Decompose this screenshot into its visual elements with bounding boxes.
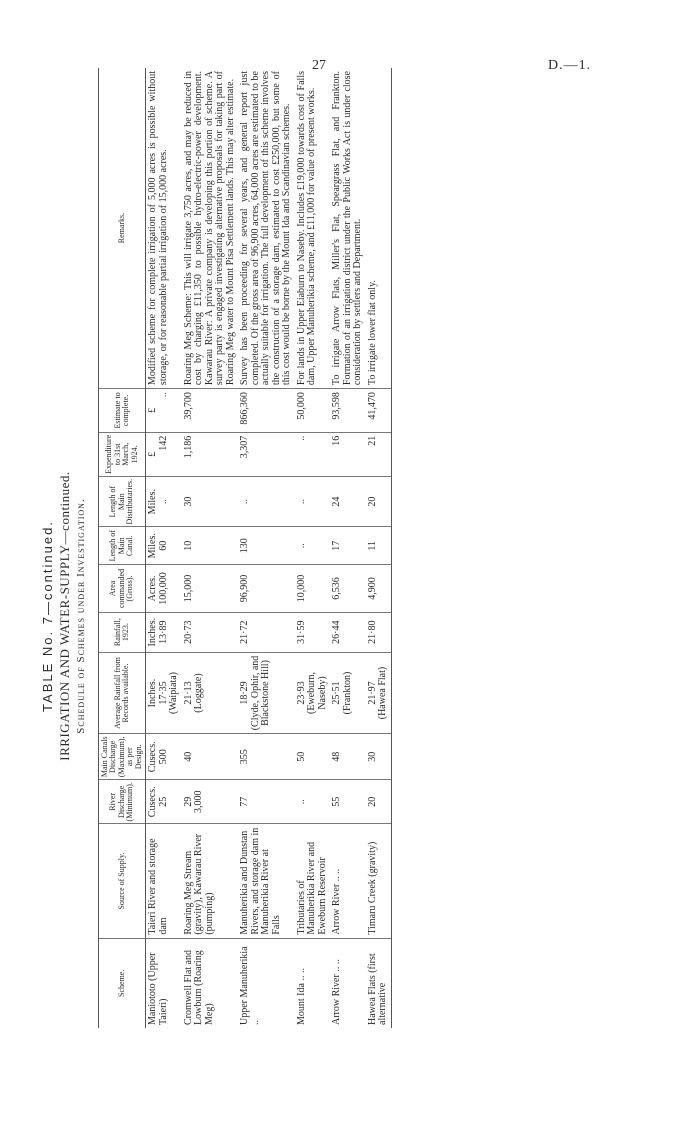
cell-length-main <box>295 527 331 565</box>
table-main-title: IRRIGATION AND WATER-SUPPLY—continued. <box>57 471 72 761</box>
cell-source <box>366 824 392 938</box>
unit-label: Miles. <box>147 533 158 559</box>
cell-value: 39,700 <box>182 392 194 420</box>
cell-length-main <box>238 527 295 565</box>
cell-avg-rainfall <box>295 652 331 734</box>
cell-value: 50,000 <box>295 392 307 420</box>
cell-expenditure <box>366 432 392 476</box>
cell-value: To irrigate lower flat only. <box>366 280 378 386</box>
cell-value: .. <box>295 543 307 549</box>
cell-value: Cromwell Flat and Lowburn (Roaring Meg) <box>182 950 215 1025</box>
cell-value: Upper Manuherikia .. <box>239 946 261 1025</box>
cell-source <box>330 824 366 938</box>
unit-label: Cusecs. <box>147 741 158 773</box>
cell-rainfall-1923 <box>295 612 331 652</box>
cell-length-dist <box>330 476 366 527</box>
cell-value: 55 <box>331 796 342 807</box>
table-number-title: TABLE No. 7—continued. <box>40 520 55 712</box>
cell-estimate <box>182 389 239 433</box>
table-row <box>182 68 239 1028</box>
cell-main-canals <box>330 734 366 780</box>
rainfall-location: (Frankton) <box>341 671 353 715</box>
schemes-table <box>98 68 392 1028</box>
cell-value: 130 <box>239 538 250 554</box>
cell-rainfall-1923 <box>238 612 295 652</box>
cell-length-dist <box>295 476 331 527</box>
cell-length-dist <box>182 476 239 527</box>
cell-river-discharge <box>146 780 182 824</box>
cell-value: Timaru Creek (gravity) <box>366 841 378 935</box>
cell-value: .. <box>239 499 250 505</box>
header-main-canals: Main Canals Discharge (Maximum), as per Design. <box>99 734 146 780</box>
table-row <box>238 68 295 1028</box>
cell-value: Tributaries of Manuherikia River and Eweburn Reservoir <box>295 841 328 935</box>
table-row <box>146 68 182 1028</box>
cell-value: 17·35 <box>157 681 169 705</box>
cell-value: Arrow River .. .. <box>331 868 342 935</box>
cell-length-main <box>366 527 392 565</box>
cell-value: Mount Ida .. .. <box>295 968 307 1025</box>
cell-main-canals <box>366 734 392 780</box>
cell-expenditure <box>146 432 182 476</box>
cell-value: Roaring Meg Scheme: This will irrigate 3,750 acres, and may be reduced in cost by charging £11,350 to possible hydro-electric-power development. Kawarau River: A private company is developing this portion of scheme. A survey party is engaged investigating alternative proposals for taking part of Roaring Meg water to Mount Pisa Settlement lands. This may alter estimate. <box>182 71 236 386</box>
cell-value: 13·89 <box>157 620 169 644</box>
cell-value: 20 <box>366 496 378 507</box>
cell-area <box>295 565 331 613</box>
cell-avg-rainfall <box>330 652 366 734</box>
cell-value: Taieri River and storage dam <box>147 838 169 935</box>
header-length-distributaries: Length of Main Distributaries. <box>99 476 146 527</box>
cell-value: 1,186 <box>182 435 194 459</box>
cell-value: 100,000 <box>157 572 169 605</box>
rainfall-location: (Hawea Flat) <box>377 666 388 720</box>
table-row <box>330 68 366 1028</box>
cell-value: 25 <box>157 796 169 807</box>
header-source: Source of Supply. <box>99 824 146 938</box>
cell-scheme <box>330 938 366 1028</box>
cell-rainfall-1923 <box>330 612 366 652</box>
cell-source <box>182 824 239 938</box>
cell-rainfall-1923 <box>146 612 182 652</box>
cell-avg-rainfall <box>146 652 182 734</box>
cell-area <box>146 565 182 613</box>
cell-main-canals <box>295 734 331 780</box>
header-avg-rainfall: Average Rainfall from Records available. <box>99 652 146 734</box>
unit-label: Inches. <box>147 617 158 647</box>
cell-value: 17 <box>331 540 342 551</box>
cell-river-discharge <box>182 780 239 824</box>
cell-value: .. <box>295 799 307 805</box>
cell-avg-rainfall <box>366 652 392 734</box>
table-subtitle: Schedule of Schemes under Investigation. <box>75 498 87 734</box>
cell-value: Arrow River .. .. <box>331 959 342 1025</box>
cell-value: 21·13 <box>182 681 194 705</box>
cell-value: 500 <box>157 749 169 765</box>
cell-value: 26·44 <box>331 620 342 644</box>
rainfall-location: (Loggate) <box>193 673 204 713</box>
cell-scheme <box>146 938 182 1028</box>
header-area: Area commanded (Gross). <box>99 565 146 613</box>
cell-value: 10 <box>182 540 194 551</box>
cell-river-discharge <box>295 780 331 824</box>
header-rainfall-1923: Rainfall, 1923. <box>99 612 146 652</box>
cell-value: 142 <box>157 435 169 451</box>
unit-label: Miles. <box>147 489 158 515</box>
cell-value: 21·97 <box>366 681 378 705</box>
unit-label: £ <box>147 451 158 457</box>
cell-value: 77 <box>239 796 250 807</box>
cell-value: 48 <box>331 751 342 762</box>
cell-value: 10,000 <box>295 574 307 603</box>
cell-main-canals <box>182 734 239 780</box>
cell-expenditure <box>295 432 331 476</box>
cell-value: 60 <box>157 540 169 551</box>
cell-scheme <box>182 938 239 1028</box>
cell-avg-rainfall <box>238 652 295 734</box>
cell-value: 21·80 <box>366 620 378 644</box>
header-estimate: Estimate to complete. <box>99 389 146 433</box>
cell-source <box>238 824 295 938</box>
cell-value: 31·59 <box>295 620 307 644</box>
cell-value: Survey has been proceeding for several years, and general report just completed. Of the gross area of 96,900 acres, 64,000 acres are estimated to be actually suitable for irrigation. The full development of this scheme involves the construction of a storage dam, estimated to cost £250,000, but some of this cost would be borne by the Mount Ida and Scandinavian schemes. <box>239 71 292 386</box>
unit-label: Cusecs. <box>147 786 158 818</box>
cell-scheme <box>295 938 331 1028</box>
cell-area <box>330 565 366 613</box>
cell-value: 20 <box>366 796 378 807</box>
cell-value: 18·29 <box>239 681 250 705</box>
cell-main-canals <box>238 734 295 780</box>
cell-estimate <box>295 389 331 433</box>
header-river-discharge: River Discharge (Minimum). <box>99 780 146 824</box>
table-row <box>295 68 331 1028</box>
cell-expenditure <box>238 432 295 476</box>
cell-remarks <box>366 68 392 389</box>
cell-length-main <box>330 527 366 565</box>
cell-value: 866,360 <box>239 392 250 425</box>
unit-label: Inches. <box>147 678 158 708</box>
cell-river-discharge <box>238 780 295 824</box>
cell-estimate <box>366 389 392 433</box>
table-row <box>366 68 392 1028</box>
cell-value: .. <box>295 499 307 505</box>
unit-label: Acres. <box>147 575 158 602</box>
rainfall-location: (Eweburn, Naseby) <box>306 672 328 714</box>
cell-value: 93,598 <box>331 392 342 420</box>
cell-remarks <box>330 68 366 389</box>
cell-value: Maniototo (Upper Taieri) <box>147 952 169 1025</box>
cell-area <box>182 565 239 613</box>
cell-main-canals <box>146 734 182 780</box>
cell-value: .. <box>157 392 169 398</box>
cell-value: 20·73 <box>182 620 194 644</box>
cell-area <box>238 565 295 613</box>
cell-value: 96,900 <box>239 574 250 603</box>
header-expenditure: Expenditure to 31st March, 1924. <box>99 432 146 476</box>
cell-value: Modified scheme for complete irrigation of 5,000 acres is possible without storage, or for reasonable partial irrigation of 15,000 acres. <box>147 71 169 386</box>
unit-label: £ <box>147 407 158 413</box>
cell-value: Hawea Flats (first alternative <box>366 953 388 1025</box>
cell-value: 4,900 <box>366 577 378 600</box>
cell-value: .. <box>295 435 307 441</box>
cell-value: 11 <box>366 540 378 551</box>
cell-avg-rainfall <box>182 652 239 734</box>
cell-value: 29 3,000 <box>182 790 204 814</box>
cell-estimate <box>238 389 295 433</box>
cell-source <box>146 824 182 938</box>
cell-value: 30 <box>366 751 378 762</box>
cell-value: 15,000 <box>182 574 194 603</box>
rainfall-location: (Clyde, Ophir, and Blackstone Hill) <box>249 655 271 731</box>
cell-river-discharge <box>330 780 366 824</box>
cell-length-main <box>146 527 182 565</box>
cell-remarks <box>238 68 295 389</box>
cell-length-dist <box>146 476 182 527</box>
cell-rainfall-1923 <box>182 612 239 652</box>
header-length-main-canal: Length of Main Canal. <box>99 527 146 565</box>
cell-value: 50 <box>295 751 307 762</box>
cell-estimate <box>330 389 366 433</box>
cell-river-discharge <box>366 780 392 824</box>
header-row <box>99 68 146 1028</box>
rainfall-location: (Waipiata) <box>168 672 179 714</box>
cell-value: To irrigate Arrow Flats, Miller's Flat, Speargrass Flat, and Frankton. Formation of an irrigation district under the Public Works Act is under close consideration by settlers and Department. <box>331 71 363 386</box>
cell-value: 21·72 <box>239 620 250 644</box>
header-scheme: Scheme. <box>99 938 146 1028</box>
page-reference: D.—1. <box>548 58 592 73</box>
cell-value: 6,536 <box>331 577 342 600</box>
cell-value: 21 <box>366 435 378 446</box>
cell-value: Manuherikia and Dunstan Rivers, and storage dam in Manuherikia River at Falls <box>239 827 282 935</box>
cell-estimate <box>146 389 182 433</box>
cell-expenditure <box>330 432 366 476</box>
table-body <box>146 68 392 1028</box>
header-remarks: Remarks. <box>99 68 146 389</box>
cell-value: 24 <box>331 496 342 507</box>
cell-value: Roaring Meg Stream (gravity), Kawarau River (pumping) <box>182 833 215 935</box>
cell-scheme <box>366 938 392 1028</box>
cell-length-main <box>182 527 239 565</box>
cell-value: 40 <box>182 751 194 762</box>
cell-remarks <box>182 68 239 389</box>
cell-length-dist <box>238 476 295 527</box>
cell-value: 41,470 <box>366 392 378 420</box>
cell-value: 30 <box>182 496 194 507</box>
cell-source <box>295 824 331 938</box>
cell-length-dist <box>366 476 392 527</box>
cell-rainfall-1923 <box>366 612 392 652</box>
cell-value: For lands in Upper Eiaburn to Naseby. Includes £19,000 towards cost of Falls dam, Upper Manuherikia scheme, and £11,000 for value of present works. <box>295 71 317 386</box>
cell-value: .. <box>157 499 169 505</box>
cell-expenditure <box>182 432 239 476</box>
cell-value: 3,307 <box>239 435 250 459</box>
cell-value: 23·93 <box>295 681 307 705</box>
cell-value: 16 <box>331 435 342 446</box>
cell-scheme <box>238 938 295 1028</box>
cell-remarks <box>295 68 331 389</box>
cell-area <box>366 565 392 613</box>
page-number: 27 <box>312 58 326 73</box>
cell-value: 25·51 <box>331 681 342 705</box>
cell-value: 355 <box>239 749 250 765</box>
cell-remarks <box>146 68 182 389</box>
